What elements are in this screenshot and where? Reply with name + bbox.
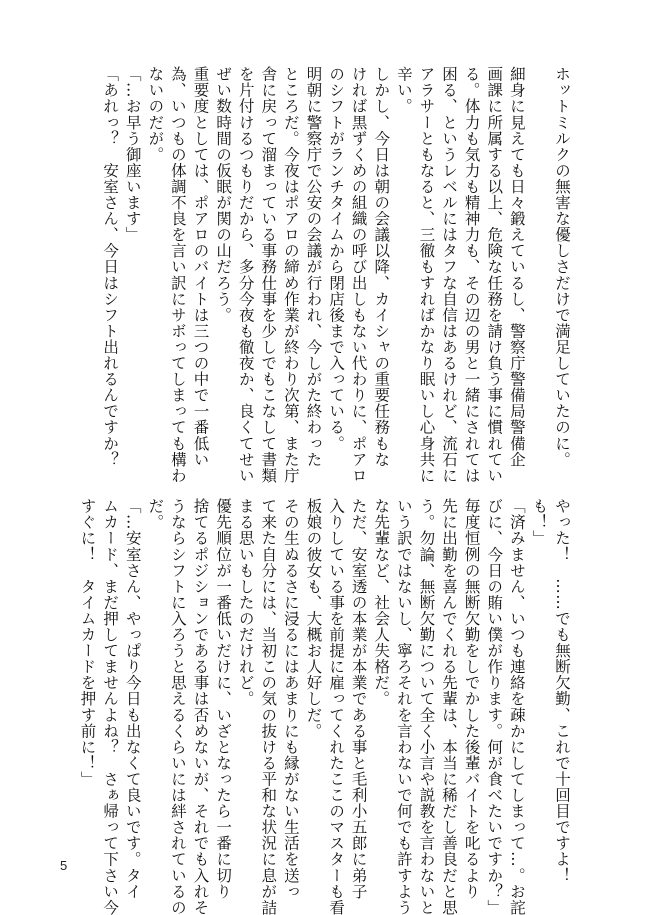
text-line: びに、今日の賄い僕が作ります。何が食べたいですか？」 (485, 498, 504, 915)
text-line: すぐに！ タイムカードを押す前に！」 (78, 498, 97, 787)
text-line: を片付けるつもりだから、多分今夜も徹夜か、良くてせい (236, 66, 255, 484)
text-line: アラサーともなると、三徹もすればかなり眠いし心身共に (417, 66, 436, 484)
text-line: う。勿論、無断欠勤について全く小言や説教を言わないと (417, 498, 436, 915)
text-line: 辛い。 (394, 66, 413, 115)
text-line: な先輩など、社会人失格だ。 (372, 498, 391, 707)
text-line: ホットミルクの無害な優しさだけで満足していたのに。 (553, 66, 571, 468)
text-line: ムカード、まだ押してませんよね？ さぁ帰って下さい今 (101, 498, 120, 915)
text-line: ぜい数時間の仮眠が関の山だろう。 (214, 66, 233, 323)
text-line: 明朝に警察庁で公安の会議が行われ、今しがた終わった (304, 66, 323, 468)
text-line: る。体力も気力も精神力も、その辺の男と一緒にされては (462, 66, 481, 484)
text-line: 優先順位が一番低いだけに、いざとなったら一番に切り (214, 498, 233, 900)
text-line: だ。 (146, 498, 165, 531)
text-line: 「済みません、いつも連絡を疎かにしてしまって…。お詫 (507, 498, 526, 915)
text-line: て来た自分には、当初この気の抜ける平和な状況に息が詰 (259, 498, 278, 915)
text-line: しかし、今日は朝の会議以降、カイシャの重要任務もな (372, 66, 391, 468)
text-line: ければ黒ずくめの組織の呼び出しもない代わりに、ポアロ (349, 66, 368, 484)
text-line: 「…お早う御座います」 (123, 66, 142, 243)
text-line: その生ぬるさに浸るにはあまりにも縁がない生活を送っ (281, 498, 300, 900)
text-line: 為、いつもの体調不良を言い訳にサボってしまっても構わ (168, 66, 187, 484)
text-line: いう訳ではないし、寧ろそれを言わないで何でも許すよう (394, 498, 413, 915)
text-line: 困る、というレベルにはタフな自信はあるけれど、流石に (440, 66, 459, 484)
text-line: やった！ ……でも無断欠勤、これで十回目ですよ！ (553, 498, 571, 884)
lower-text-block (53, 498, 573, 915)
text-line: うならシフトに入ろうと思えるくらいには絆されているの (168, 498, 187, 915)
text-line: 「あれっ？ 安室さん、今日はシフト出れるんですか？ (101, 66, 120, 468)
text-line: 板娘の彼女も、大概お人好しだ。 (304, 498, 323, 739)
text-line: 細身に見えても日々鍛えているし、警察庁警備局警備企 (507, 66, 526, 468)
text-line: 重要度としては、ポアロのバイトは三つの中で一番低い (191, 66, 210, 468)
text-line: ないのだが。 (146, 66, 165, 163)
text-line: 毎度恒例の無断欠勤をしでかした後輩バイトを叱るより (462, 498, 481, 900)
text-line: のシフトがランチタイムから閉店後まで入っている。 (327, 66, 346, 452)
text-line: も！」 (530, 498, 549, 547)
text-line: 入りしている事を前提に雇ってくれたここのマスターも看 (327, 498, 346, 915)
text-line: 画課に所属する以上、危険な任務を請け負う事に慣れてい (485, 66, 504, 484)
text-line: 「…安室さん、やっぱり今日も出なくて良いです。タイ (123, 498, 142, 900)
text-line: まる思いもしたのだけれど。 (236, 498, 255, 707)
text-line: ただ、安室透の本業が本業である事と毛利小五郎に弟子 (349, 498, 368, 900)
text-line: ところだ。今夜はポアロの締め作業が終わり次第、また庁 (281, 66, 300, 484)
text-line: 先に出勤を喜んでくれる先輩は、本当に稀だし善良だと思 (440, 498, 459, 915)
text-line: 捨てるポジションである事は否めないが、それでも入れそ (191, 498, 210, 915)
page-number: 5 (60, 858, 68, 873)
blank-line (528, 66, 551, 461)
upper-text-block (53, 66, 573, 484)
text-line: 舎に戻って溜まっている事務仕事を少しでもこなして書類 (259, 66, 278, 484)
